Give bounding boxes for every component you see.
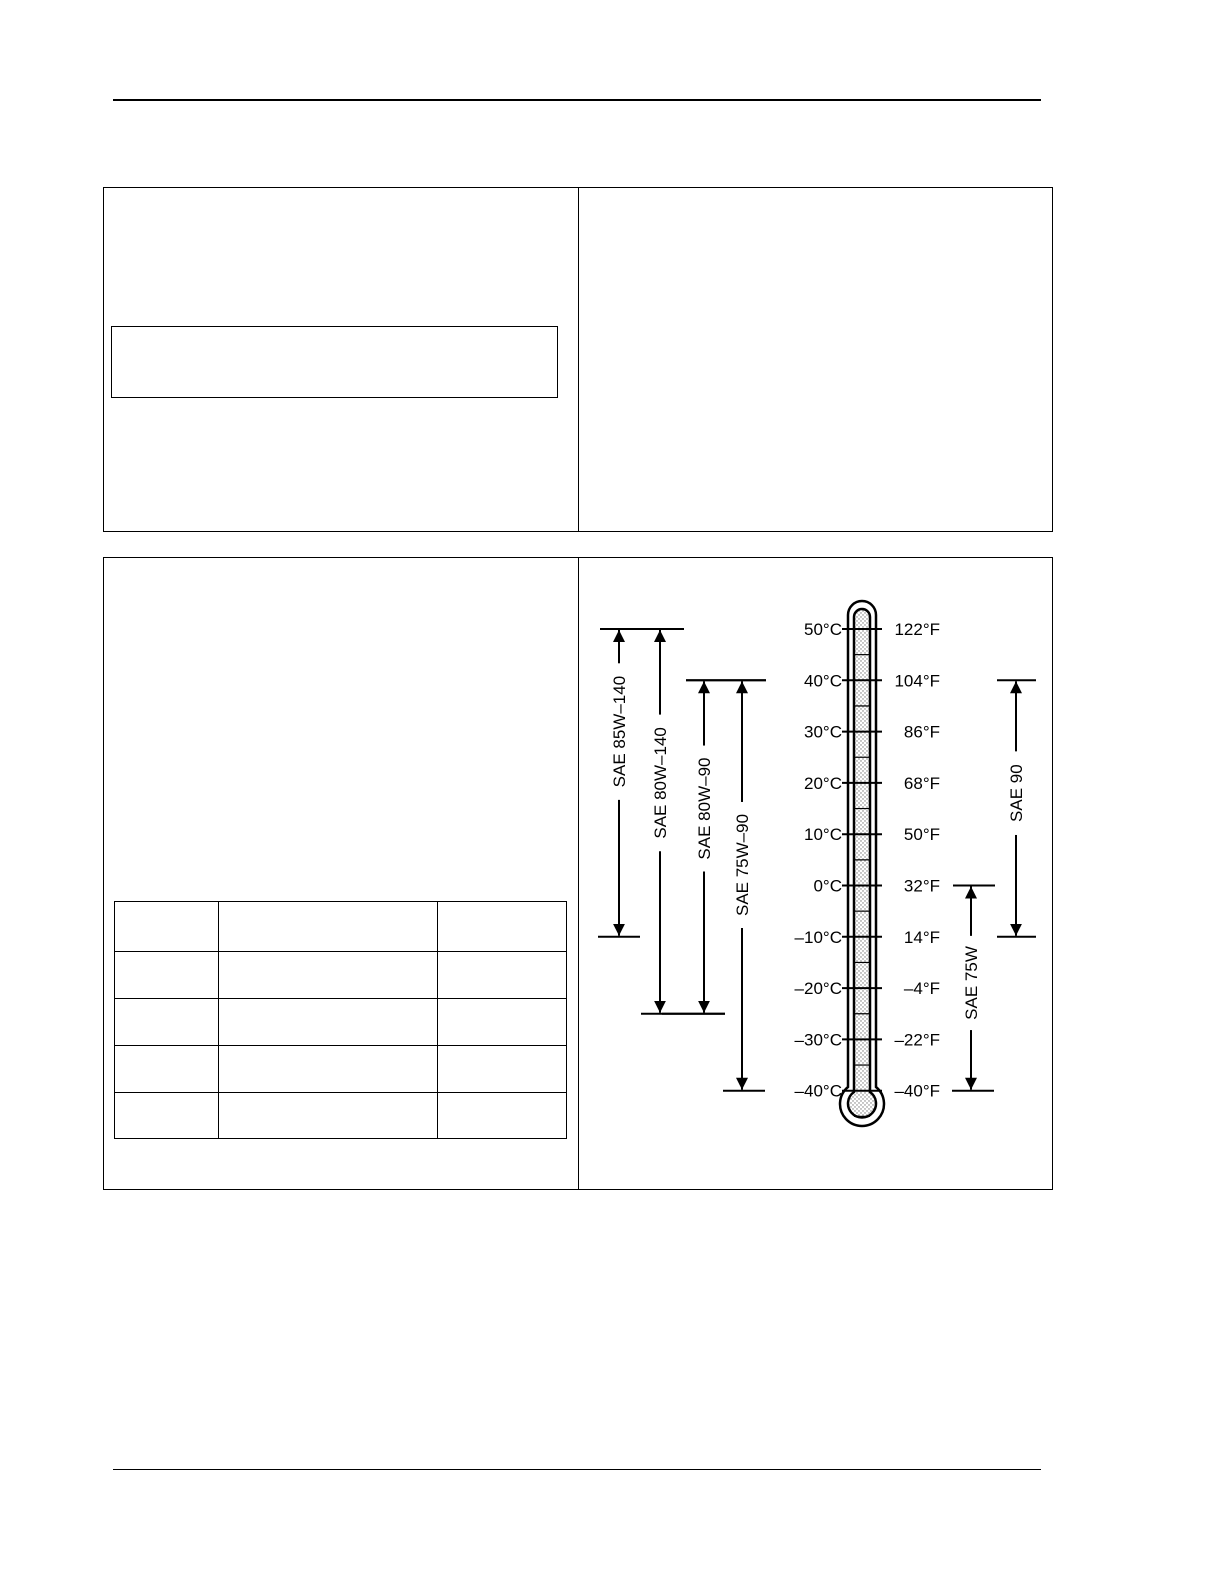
grade-label: SAE 80W–90 <box>695 757 714 860</box>
fahrenheit-label: –40°F <box>894 1081 940 1101</box>
grade-label: SAE 75W <box>962 946 981 1020</box>
celsius-scale <box>795 620 842 1101</box>
grade-ranges <box>598 629 1036 1091</box>
fahrenheit-scale <box>894 620 940 1101</box>
grade-label: SAE 90 <box>1007 764 1026 822</box>
celsius-label: –20°C <box>794 979 842 999</box>
celsius-label: 30°C <box>804 722 842 742</box>
celsius-label: 50°C <box>804 620 842 639</box>
fahrenheit-label: –4°F <box>903 979 940 999</box>
fahrenheit-label: 32°F <box>903 876 940 896</box>
grade-range-5 <box>952 886 995 1091</box>
thermometer-icon <box>840 601 884 1126</box>
fahrenheit-label: 50°F <box>903 825 940 845</box>
fahrenheit-label: 68°F <box>903 773 940 793</box>
grade-label: SAE 80W–140 <box>651 727 670 839</box>
grade-range-3 <box>686 680 766 1090</box>
fahrenheit-label: 104°F <box>894 671 940 691</box>
grade-label: SAE 75W–90 <box>733 813 752 917</box>
fahrenheit-label: 86°F <box>903 722 940 742</box>
fahrenheit-label: 14°F <box>903 927 940 947</box>
celsius-label: 40°C <box>804 671 842 691</box>
celsius-label: 10°C <box>804 825 842 845</box>
celsius-label: –40°C <box>794 1081 842 1101</box>
celsius-label: –10°C <box>794 927 842 947</box>
grade-range-0 <box>598 629 684 937</box>
grade-label: SAE 85W–140 <box>610 675 629 788</box>
footer-rule <box>113 1469 1041 1470</box>
fahrenheit-label: 122°F <box>894 620 940 639</box>
grade-range-4 <box>997 680 1036 937</box>
celsius-label: –30°C <box>794 1030 842 1050</box>
celsius-label: 20°C <box>804 773 842 793</box>
celsius-label: 0°C <box>813 876 842 896</box>
fahrenheit-label: –22°F <box>894 1030 940 1050</box>
